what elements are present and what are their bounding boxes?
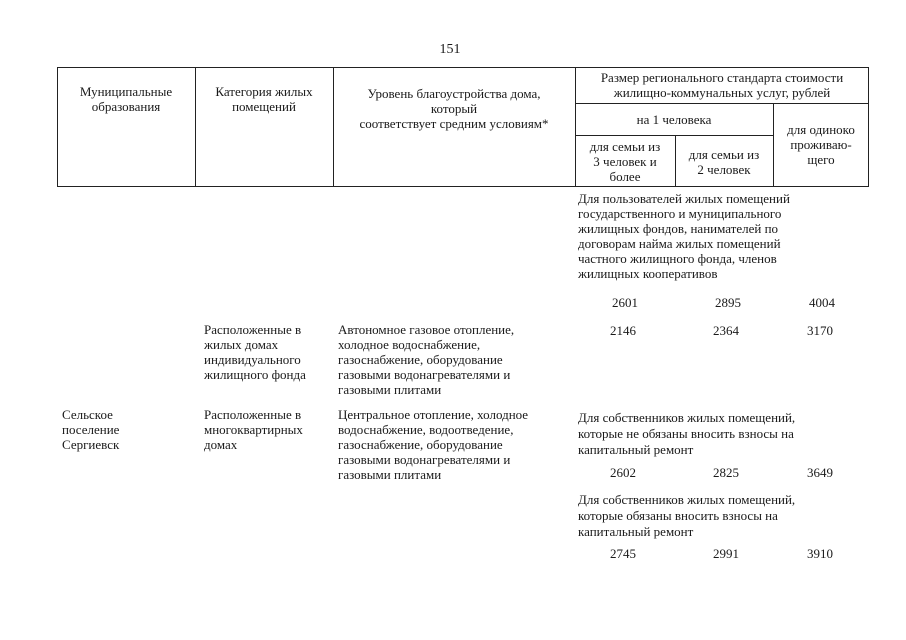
level-individual: Автономное газовое отопление, холодное водоснабжение, газоснабжение, оборудование газовыми водонагревателями и газовыми плитами bbox=[338, 322, 515, 397]
header-family2: для семьи из 2 человек bbox=[688, 147, 760, 177]
header-size: Размер регионального стандарта стоимости жилищно-коммунальных услуг, рублей bbox=[600, 70, 844, 100]
header-category: Категория жилых помещений bbox=[215, 84, 313, 114]
value-family2: 2825 bbox=[713, 465, 739, 480]
value-family3: 2146 bbox=[610, 323, 636, 338]
table-bottom-border bbox=[57, 186, 869, 187]
page-number: 151 bbox=[439, 42, 461, 57]
row-separator bbox=[575, 135, 773, 136]
header-family3: для семьи из 3 человек и более bbox=[589, 139, 661, 184]
note-obliged: Для собственников жилых помещений, которые обязаны вносить взносы на капитальный ремонт bbox=[578, 492, 796, 539]
value-family3: 2601 bbox=[612, 295, 638, 310]
value-family2: 2364 bbox=[713, 323, 739, 338]
value-family3: 2602 bbox=[610, 465, 636, 480]
value-single: 3649 bbox=[807, 465, 833, 480]
level-apartment: Центральное отопление, холодное водоснабжение, водоотведение, газоснабжение, оборудование газовыми водонагревателями и газовыми плитами bbox=[338, 407, 529, 482]
note-users: Для пользователей жилых помещений государственного и муниципального жилищных фондов, нанимателей по договорам найма жилых помещений частного жилищного фонда, членов жилищных кооперативов bbox=[578, 191, 790, 281]
row-separator bbox=[575, 103, 869, 104]
value-single: 4004 bbox=[809, 295, 835, 310]
header-single: для одиноко проживаю- щего bbox=[787, 122, 855, 167]
value-family2: 2895 bbox=[715, 295, 741, 310]
value-family2: 2991 bbox=[713, 546, 739, 561]
header-level: Уровень благоустройства дома, который соответствует средним условиям* bbox=[359, 86, 549, 131]
category-individual: Расположенные в жилых домах индивидуального жилищного фонда bbox=[204, 322, 306, 382]
value-single: 3910 bbox=[807, 546, 833, 561]
category-apartment: Расположенные в многоквартирных домах bbox=[204, 407, 303, 452]
value-single: 3170 bbox=[807, 323, 833, 338]
header-per-person: на 1 человека bbox=[636, 112, 712, 127]
municipal-name: Сельское поселение Сергиевск bbox=[62, 407, 120, 452]
table-top-border bbox=[57, 67, 869, 68]
note-not-obliged: Для собственников жилых помещений, которые не обязаны вносить взносы на капитальный ремонт bbox=[578, 410, 796, 457]
value-family3: 2745 bbox=[610, 546, 636, 561]
header-table bbox=[57, 67, 869, 187]
header-municipal: Муниципальные образования bbox=[79, 84, 173, 114]
